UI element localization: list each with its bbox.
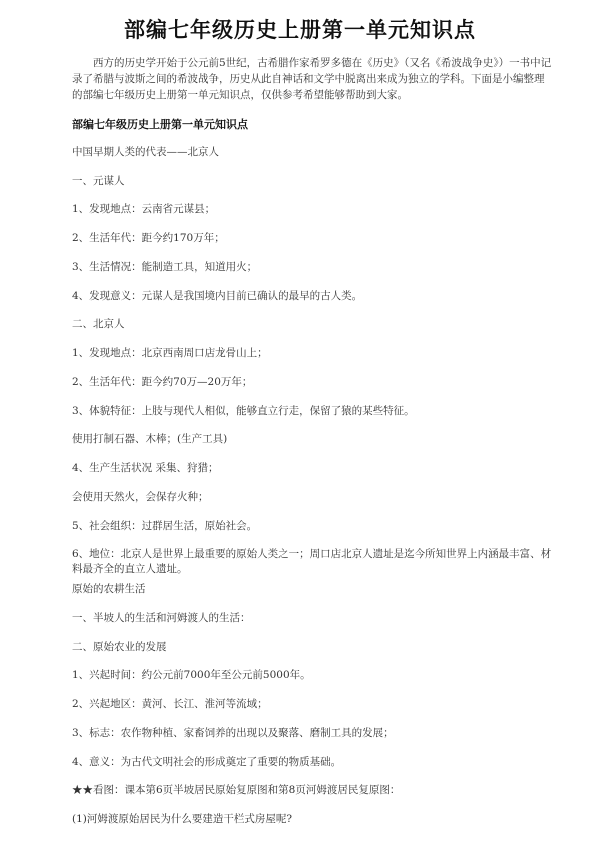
heading-farming-life: 原始的农耕生活: [72, 583, 146, 595]
heading-early-humans: 中国早期人类的代表——北京人: [72, 146, 219, 158]
text-line: 3、标志：农作物种植、家畜饲养的出现以及聚落、磨制工具的发展；: [72, 727, 394, 739]
note-line: ★★看图：课本第6页半坡居民原始复原图和第8页河姆渡居民复原图：: [72, 784, 401, 796]
heading-agriculture: 二、原始农业的发展: [72, 641, 167, 653]
text-line: 4、生产生活状况 采集、狩猎；: [72, 462, 219, 474]
text-line: 3、生活情况：能制造工具，知道用火；: [72, 261, 258, 273]
page-title: 部编七年级历史上册第一单元知识点: [124, 18, 476, 42]
text-line: 1、发现地点：北京西南周口店龙骨山上；: [72, 347, 268, 359]
text-line: 2、兴起地区：黄河、长江、淮河等流域；: [72, 698, 268, 710]
text-line: 1、发现地点：云南省元谋县；: [72, 203, 216, 215]
text-paragraph: 6、地位：北京人是世界上最重要的原始人类之一；周口店北京人遗址是迄今所知世界上内涵最丰富、材料最齐全的直立人遗址。: [72, 548, 552, 575]
text-line: 2、生活年代：距今约170万年；: [72, 232, 225, 244]
heading-peking-man: 二、北京人: [72, 318, 125, 330]
intro-paragraph: 西方的历史学开始于公元前5世纪，古希腊作家希罗多德在《历史》（又名《希波战争史》）一书中记录了希腊与波斯之间的希波战争，历史从此自神话和文学中脱离出来成为独立的学科。下面是小编整理的部编七年级历史上册第一单元知识点，仅供参考希望能够帮助到大家。: [72, 57, 552, 101]
section-subtitle: 部编七年级历史上册第一单元知识点: [72, 118, 248, 131]
text-line: 使用打制石器、木棒；(生产工具): [72, 433, 228, 445]
text-line: 3、体貌特征：上肢与现代人相似，能够直立行走，保留了猿的某些特征。: [72, 405, 415, 417]
question-line: (1)河姆渡原始居民为什么要建造干栏式房屋呢?: [72, 813, 293, 825]
heading-yuanmou: 一、元谋人: [72, 175, 125, 187]
text-line: 4、意义：为古代文明社会的形成奠定了重要的物质基础。: [72, 756, 342, 768]
text-line: 会使用天然火，会保存火种；: [72, 491, 209, 503]
text-line: 2、生活年代：距今约70万—20万年；: [72, 376, 253, 388]
text-line: 5、社会组织：过群居生活，原始社会。: [72, 520, 258, 532]
text-line: 4、发现意义：元谋人是我国境内目前已确认的最早的古人类。: [72, 290, 363, 302]
text-line: 1、兴起时间：约公元前7000年至公元前5000年。: [72, 669, 311, 681]
heading-banpo-hemudu: 一、半坡人的生活和河姆渡人的生活：: [72, 612, 251, 624]
